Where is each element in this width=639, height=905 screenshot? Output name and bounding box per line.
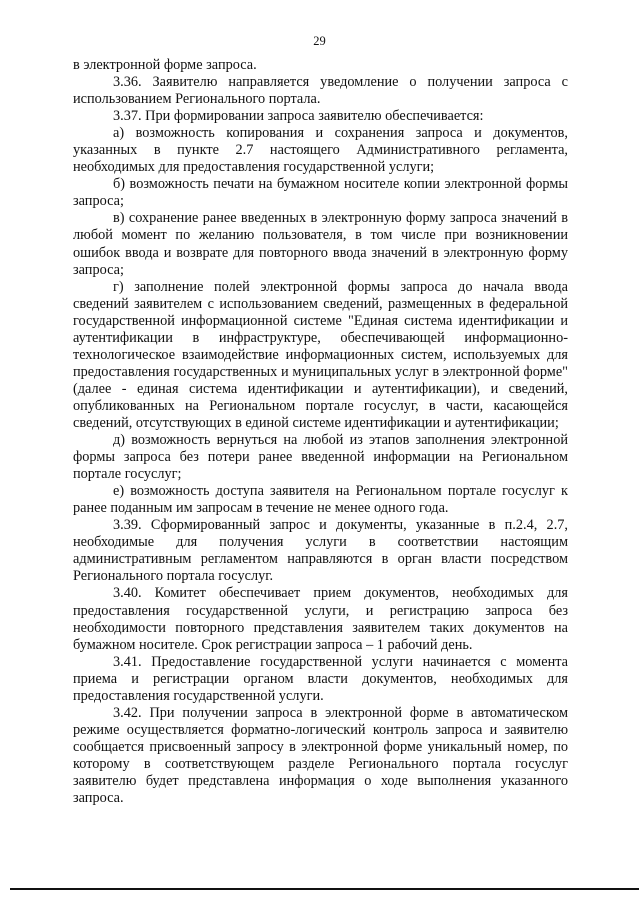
list-item-g: г) заполнение полей электронной формы запроса до начала ввода сведений заявителем с использованием сведений, размещенных в федеральной государственной информационной системе "Единая система идентификации и аутентификации в инфраструктуре, обеспечивающей информационно-технологическое взаимодействие информационных систем, используемых для предоставления государственных и муниципальных услуг в электронной форме" (далее - единая система идентификации и аутентификации), и сведений, опубликованных на Региональном портале госуслуг, в части, касающейся сведений, отсутствующих в единой системе идентификации и аутентификации;	[73, 278, 568, 431]
paragraph-3-41: 3.41. Предоставление государственной услуги начинается с момента приема и регистрации органом власти документов, необходимых для предоставления государственной услуги.	[73, 653, 568, 704]
paragraph-3-39: 3.39. Сформированный запрос и документы, указанные в п.2.4, 2.7, необходимые для получения услуги в соответствии настоящим административным регламентом направляются в орган власти посредством Регионального портала госуслуг.	[73, 517, 568, 585]
paragraph-3-37: 3.37. При формировании запроса заявителю обеспечивается:	[113, 108, 484, 125]
document-body	[73, 57, 568, 807]
paragraph-3-42: 3.42. При получении запроса в электронной форме в автоматическом режиме осуществляется форматно-логический контроль запроса и заявителю сообщается присвоенный запросу в электронной форме уникальный номер, по которому в соответствующем разделе Регионального портала госуслуг заявителю будет представлена информация о ходе выполнения указанного запроса.	[73, 704, 568, 807]
page-bottom-rule	[10, 888, 639, 890]
list-item-v: в) сохранение ранее введенных в электронную форму запроса значений в любой момент по желанию пользователя, в том числе при возникновении ошибок ввода и возврате для повторного ввода значений в электронную форму запроса;	[73, 210, 568, 278]
page-number: 29	[313, 34, 326, 48]
paragraph-3-40: 3.40. Комитет обеспечивает прием документов, необходимых для предоставления государственной услуги, и регистрацию запроса без необходимости повторного представления заявителем таких документов на бумажном носителе. Срок регистрации запроса – 1 рабочий день.	[73, 585, 568, 653]
list-item-b: б) возможность печати на бумажном носителе копии электронной формы запроса;	[73, 176, 568, 210]
list-item-a: а) возможность копирования и сохранения запроса и документов, указанных в пункте 2.7 настоящего Административного регламента, необходимых для предоставления государственной услуги;	[73, 125, 568, 176]
paragraph-3-36: 3.36. Заявителю направляется уведомление о получении запроса с использованием Регионального портала.	[73, 74, 568, 108]
paragraph-continuation: в электронной форме запроса.	[73, 57, 257, 73]
list-item-e: е) возможность доступа заявителя на Региональном портале госуслуг к ранее поданным им запросам в течение не менее одного года.	[73, 483, 568, 517]
list-item-d: д) возможность вернуться на любой из этапов заполнения электронной формы запроса без потери ранее введенной информации на Региональном портале госуслуг;	[73, 432, 568, 483]
